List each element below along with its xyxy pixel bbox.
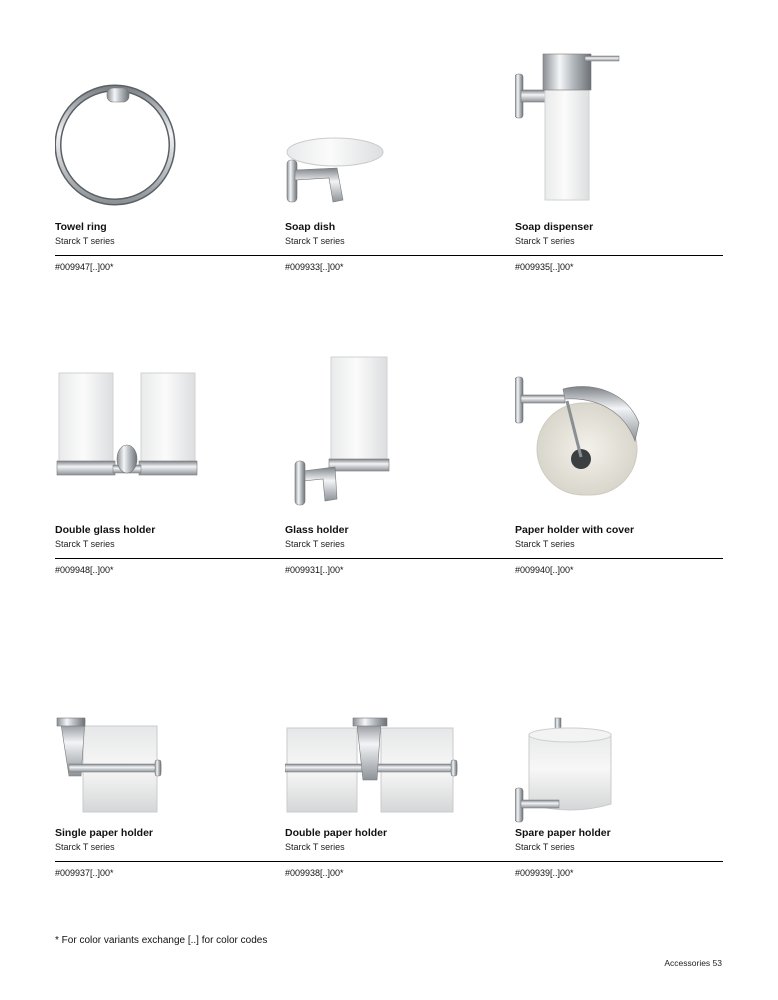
product-code: #009948[..]00* [55, 565, 114, 575]
product-series: Starck T series [515, 236, 575, 246]
product-name: Soap dish [285, 221, 336, 233]
product-name: Double glass holder [55, 524, 156, 536]
product-name: Glass holder [285, 524, 349, 536]
single-paper-holder-icon [55, 656, 285, 826]
paper-holder-cover-icon [515, 353, 745, 523]
product-grid [55, 0, 723, 900]
product-series: Starck T series [285, 842, 345, 852]
product-series: Starck T series [285, 539, 345, 549]
soap-dish-icon [285, 50, 515, 220]
row-divider [55, 558, 723, 559]
product-series: Starck T series [515, 842, 575, 852]
product-code: #009947[..]00* [55, 262, 114, 272]
product-name: Double paper holder [285, 827, 388, 839]
product-code: #009937[..]00* [55, 868, 114, 878]
product-code: #009938[..]00* [285, 868, 344, 878]
product-series: Starck T series [55, 236, 115, 246]
product-code: #009933[..]00* [285, 262, 344, 272]
row-divider [55, 255, 723, 256]
product-code: #009935[..]00* [515, 262, 574, 272]
glass-holder-icon [285, 353, 515, 523]
product-series: Starck T series [515, 539, 575, 549]
product-code: #009931[..]00* [285, 565, 344, 575]
product-name: Soap dispenser [515, 221, 594, 233]
soap-dispenser-icon [515, 50, 745, 220]
page-label: Accessories 53 [664, 958, 722, 968]
product-code: #009940[..]00* [515, 565, 574, 575]
product-name: Single paper holder [55, 827, 154, 839]
product-name: Paper holder with cover [515, 524, 635, 536]
footnote: * For color variants exchange [..] for color codes [55, 935, 268, 946]
product-series: Starck T series [55, 539, 115, 549]
double-paper-holder-icon [285, 656, 515, 826]
product-series: Starck T series [55, 842, 115, 852]
product-name: Spare paper holder [515, 827, 611, 839]
spare-paper-holder-icon [515, 656, 745, 826]
product-code: #009939[..]00* [515, 868, 574, 878]
double-glass-holder-icon [55, 353, 285, 523]
towel-ring-icon [55, 50, 285, 220]
product-name: Towel ring [55, 221, 107, 233]
product-series: Starck T series [285, 236, 345, 246]
row-divider [55, 861, 723, 862]
